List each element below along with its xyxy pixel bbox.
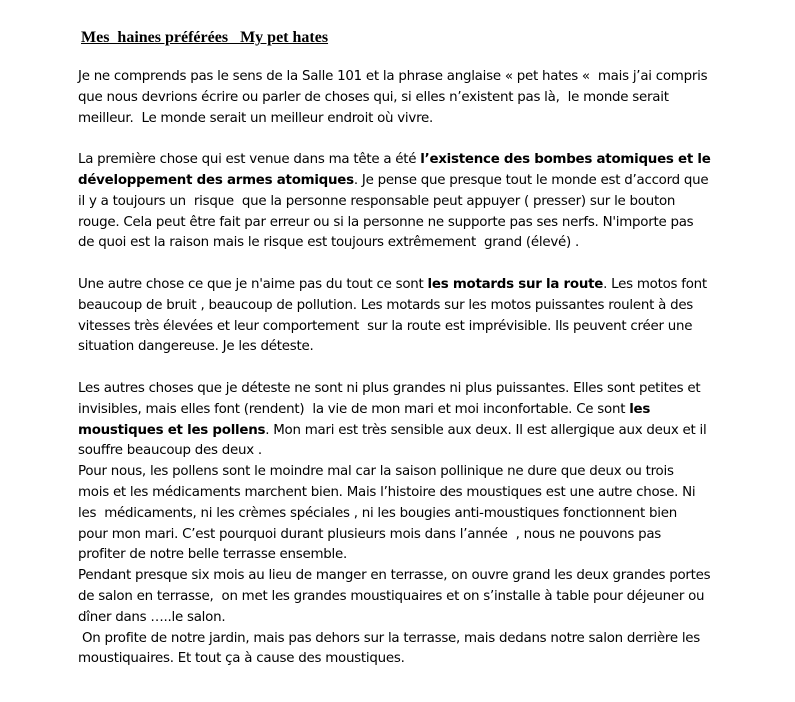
bold-text-run: les motards sur la route <box>427 276 604 292</box>
paragraph <box>78 67 758 129</box>
bold-text-run: développement des armes atomiques <box>78 172 354 188</box>
paragraph <box>78 379 758 670</box>
text-line <box>78 483 758 504</box>
paragraph <box>78 275 758 358</box>
text-line <box>78 88 758 109</box>
text-line <box>78 67 758 88</box>
text-line <box>78 296 758 317</box>
paragraph <box>78 150 758 254</box>
text-run: vitesses très élevées et leur comportement sur la route est imprévisible. Ils peuvent créer une <box>78 318 693 334</box>
text-line <box>78 109 758 130</box>
text-line <box>78 317 758 338</box>
text-line <box>78 213 758 234</box>
text-run: Pendant presque six mois au lieu de manger en terrasse, on ouvre grand les deux grandes portes <box>78 568 711 584</box>
text-run: les médicaments, ni les crèmes spéciales , ni les bougies anti-moustiques fonctionnent bien <box>78 505 677 521</box>
text-run: souffre beaucoup des deux . <box>78 443 262 459</box>
text-line <box>78 462 758 483</box>
document-title: Mes haines préférées My pet hates <box>81 29 329 46</box>
paragraph-spacer <box>78 129 758 150</box>
bold-text-run: moustiques et les pollens <box>78 422 266 438</box>
text-line <box>78 525 758 546</box>
text-line <box>78 629 758 650</box>
text-line <box>78 545 758 566</box>
text-run: On profite de notre jardin, mais pas dehors sur la terrasse, mais dedans notre salon derrière les <box>78 630 701 646</box>
text-line <box>78 441 758 462</box>
text-line <box>78 504 758 525</box>
text-line <box>78 171 758 192</box>
text-line <box>78 587 758 608</box>
text-run: Une autre chose ce que je n'aime pas du tout ce sont <box>78 276 428 292</box>
text-run: . Mon mari est très sensible aux deux. Il est allergique aux deux et il <box>265 422 707 438</box>
text-line <box>78 566 758 587</box>
text-run: dîner dans …..le salon. <box>78 609 226 625</box>
text-run: il y a toujours un risque que la personne responsable peut appuyer ( presser) sur le bouton <box>78 193 676 209</box>
text-run: que nous devrions écrire ou parler de choses qui, si elles n’existent pas là, le monde serait <box>78 89 669 105</box>
text-run: Les autres choses que je déteste ne sont ni plus grandes ni plus puissantes. Elles sont petites et <box>78 380 701 396</box>
text-run: pour mon mari. C’est pourquoi durant plusieurs mois dans l’année , nous ne pouvons pas <box>78 526 662 542</box>
text-run: beaucoup de bruit , beaucoup de pollution. Les motards sur les motos puissantes roulent à des <box>78 297 694 313</box>
text-run: moustiquaires. Et tout ça à cause des moustiques. <box>78 651 405 667</box>
bold-text-run: l’existence des bombes atomiques et le <box>420 152 711 168</box>
text-run: rouge. Cela peut être fait par erreur ou si la personne ne supporte pas ses nerfs. N'importe pas <box>78 214 694 230</box>
text-line <box>78 150 758 171</box>
text-run: . Les motos font <box>603 276 707 292</box>
text-line <box>78 400 758 421</box>
bold-text-run: les <box>629 401 651 417</box>
text-run: mois et les médicaments marchent bien. Mais l’histoire des moustiques est une autre chose. Ni <box>78 484 696 500</box>
text-run: Je ne comprends pas le sens de la Salle 101 et la phrase anglaise « pet hates « mais j’ai compris <box>78 69 708 84</box>
text-line <box>78 649 758 670</box>
paragraph-spacer <box>78 254 758 275</box>
text-line <box>78 233 758 254</box>
text-line <box>78 379 758 400</box>
document-body <box>78 67 758 670</box>
text-run: meilleur. Le monde serait un meilleur endroit où vivre. <box>78 110 434 126</box>
text-run: situation dangereuse. Je les déteste. <box>78 339 314 355</box>
text-line <box>78 421 758 442</box>
text-line <box>78 337 758 358</box>
text-line <box>78 275 758 296</box>
text-run: de quoi est la raison mais le risque est toujours extrêmement grand (élevé) . <box>78 235 580 251</box>
paragraph-spacer <box>78 358 758 379</box>
text-run: . Je pense que presque tout le monde est d’accord que <box>353 172 709 188</box>
text-run: de salon en terrasse, on met les grandes moustiquaires et on s’installe à table pour déjeuner ou <box>78 588 705 604</box>
text-line <box>78 608 758 629</box>
text-run: La première chose qui est venue dans ma tête a été <box>78 152 421 168</box>
text-run: Pour nous, les pollens sont le moindre mal car la saison pollinique ne dure que deux ou trois <box>78 464 674 480</box>
text-run: profiter de notre belle terrasse ensemble. <box>78 547 348 563</box>
text-run: invisibles, mais elles font (rendent) la vie de mon mari et moi inconfortable. Ce sont <box>78 401 630 417</box>
text-line <box>78 192 758 213</box>
